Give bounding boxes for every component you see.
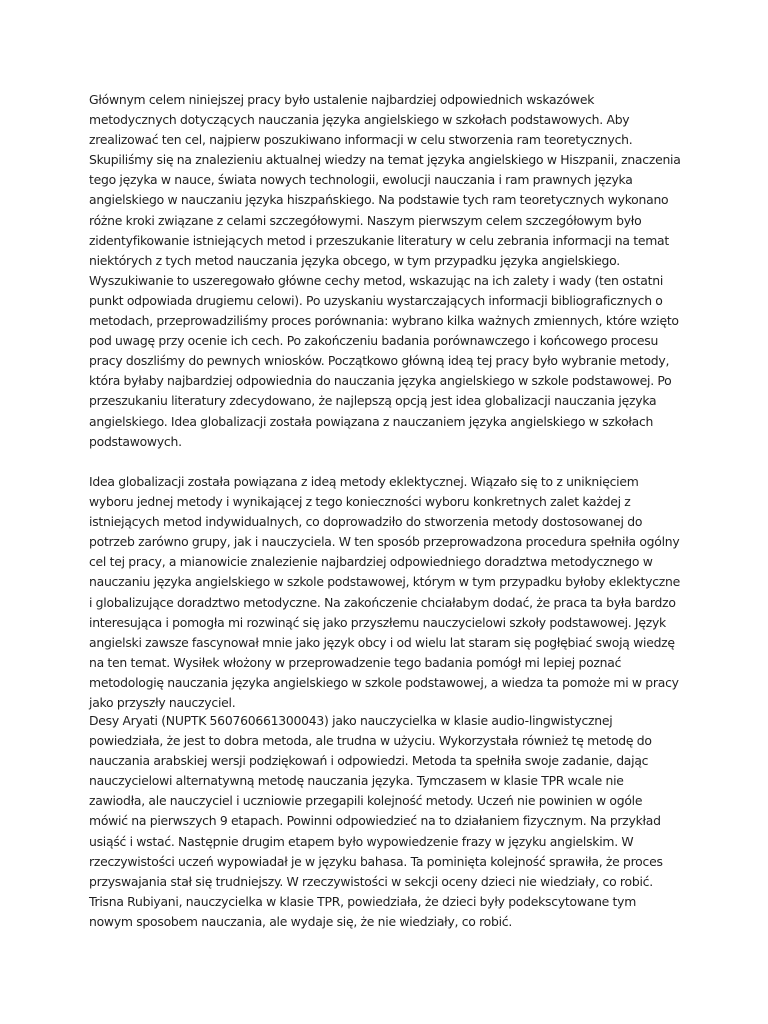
paragraph-1: Głównym celem niniejszej pracy było ustalenie najbardziej odpowiednich wskazówek metodycznych dotyczących nauczania języka angielskiego w szkołach podstawowych. Aby zrealizować ten cel, najpierw poszukiwano informacji w celu stworzenia ram teoretycznych. Skupiliśmy się na znalezieniu aktualnej wiedzy na temat języka angielskiego w Hiszpanii, znaczenia tego języka w nauce, świata nowych technologii, ewolucji nauczania i ram prawnych języka angielskiego w nauczaniu języka hiszpańskiego. Na podstawie tych ram teoretycznych wykonano różne kroki związane z celami szczegółowymi. Naszym pierwszym celem szczegółowym było zidentyfikowanie istniejących metod i przeszukanie literatury w celu zebrania informacji na temat niektórych z tych metod nauczania języka obcego, w tym przypadku języka angielskiego. Wyszukiwanie to uszeregowało główne cechy metod, wskazując na ich zalety i wady (ten ostatni punkt odpowiada drugiemu celowi). Po uzyskaniu wystarczających informacji bibliograficznych o metodach, przeprowadziliśmy proces porównania: wybrano kilka ważnych zmiennych, które wzięto pod uwagę przy ocenie ich cech. Po zakończeniu badania porównawczego i końcowego procesu pracy doszliśmy do pewnych wniosków. Początkowo główną ideą tej pracy było wybranie metody, która byłaby najbardziej odpowiednia do nauczania języka angielskiego w szkole podstawowej. Po przeszukaniu literatury zdecydowano, że najlepszą opcją jest idea globalizacji nauczania języka angielskiego. Idea globalizacji została powiązana z nauczaniem języka angielskiego w szkołach podstawowych. [89,92,681,449]
paragraph-2: Idea globalizacji została powiązana z ideą metody eklektycznej. Wiązało się to z uniknięciem wyboru jednej metody i wynikającej z tego konieczności wyboru konkretnych zalet każdej z istniejących metod indywidualnych, co doprowadziło do stworzenia metody dostosowanej do potrzeb zarówno grupy, jak i nauczyciela. W ten sposób przeprowadzona procedura spełniła ogólny cel tej pracy, a mianowicie znalezienie najbardziej odpowiedniego doradztwa metodycznego w nauczaniu języka angielskiego w szkole podstawowej, którym w tym przypadku byłoby eklektyczne i globalizujące doradztwo metodyczne. Na zakończenie chciałabym dodać, że praca ta była bardzo interesująca i pomogła mi rozwinąć się jako przyszłemu nauczycielowi szkoły podstawowej. Język angielski zawsze fascynował mnie jako język obcy i od wielu lat staram się pogłębiać swoją wiedzę na ten temat. Wysiłek włożony w przeprowadzenie tego badania pomógł mi lepiej poznać metodologię nauczania języka angielskiego w szkole podstawowej, a wiedza ta pomoże mi w pracy jako przyszły nauczyciel. [89,474,680,711]
paragraph-3: Desy Aryati (NUPTK 560760661300043) jako nauczycielka w klasie audio-lingwistycznej powiedziała, że jest to dobra metoda, ale trudna w użyciu. Wykorzystała również tę metodę do nauczania arabskiej wersji podziękowań i odpowiedzi. Metoda ta spełniła swoje zadanie, dając nauczycielowi alternatywną metodę nauczania języka. Tymczasem w klasie TPR wcale nie zawiodła, ale nauczyciel i uczniowie przegapili kolejność metody. Uczeń nie powinien w ogóle mówić na pierwszych 9 etapach. Powinni odpowiedzieć na to działaniem fizycznym. Na przykład usiąść i wstać. Następnie drugim etapem było wypowiedzenie frazy w języku angielskim. W rzeczywistości uczeń wypowiadał je w języku bahasa. Ta pominięta kolejność sprawiła, że proces przyswajania stał się trudniejszy. W rzeczywistości w sekcji oceny dzieci nie wiedziały, co robić. Trisna Rubiyani, nauczycielka w klasie TPR, powiedziała, że dzieci były podekscytowane tym nowym sposobem nauczania, ale wydaje się, że nie wiedziały, co robić. [89,713,663,929]
